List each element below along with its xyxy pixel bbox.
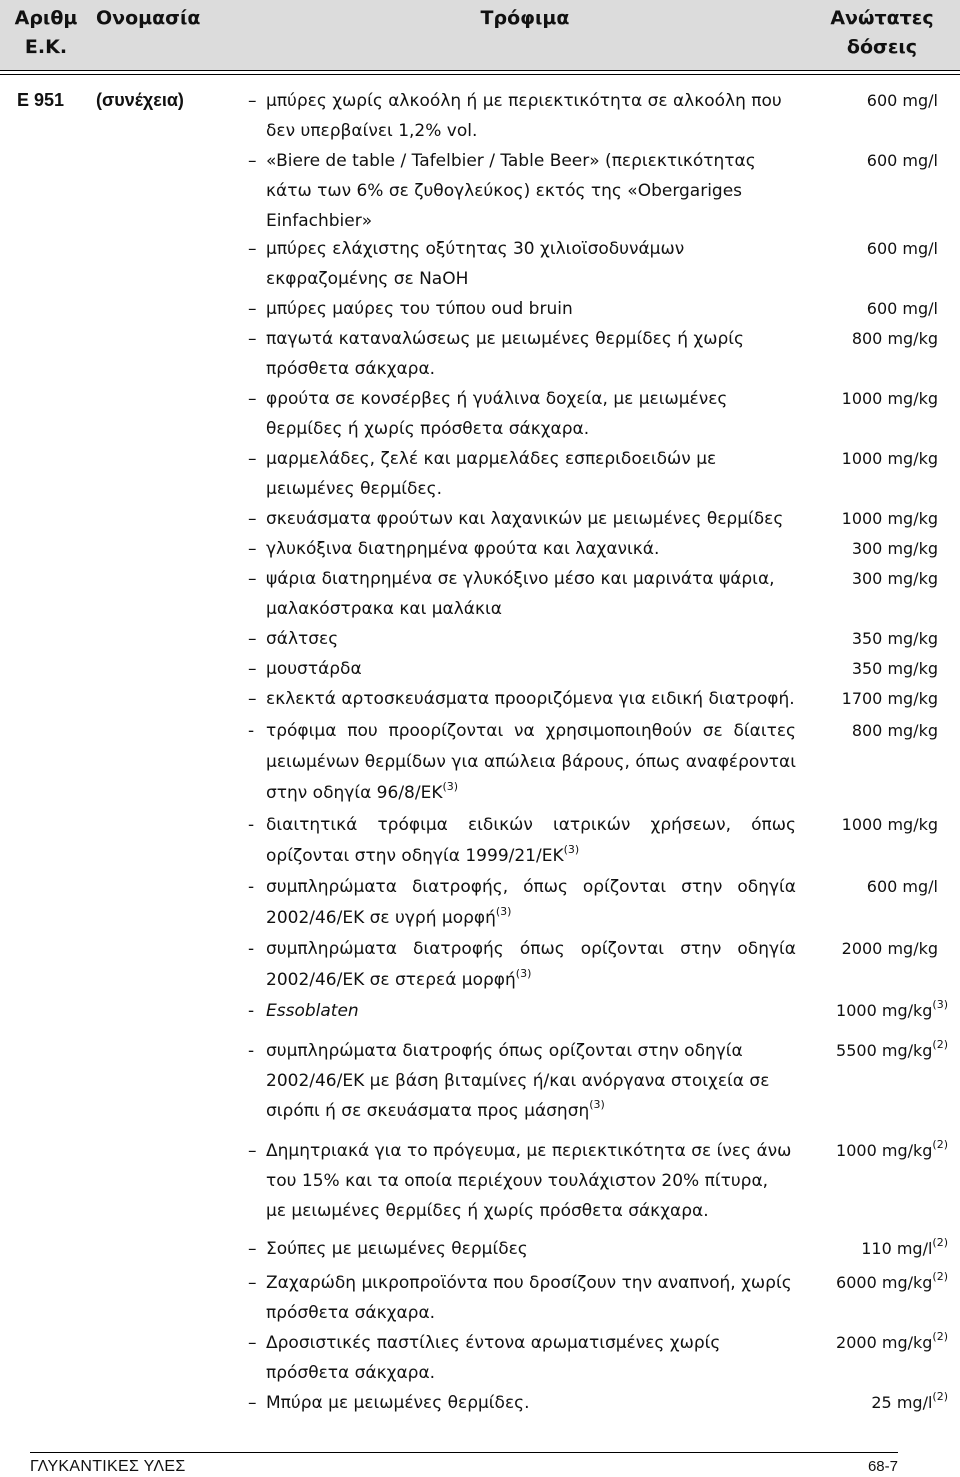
header-code-line1: Αριθμ [14, 7, 78, 29]
max-dose [842, 810, 938, 840]
max-dose [842, 934, 938, 964]
dose-footnote-ref: (2) [932, 1038, 948, 1051]
food-line: Δροσιστικές παστίλιες έντονα αρωματισμένες χωρίς [266, 1333, 721, 1353]
header-rule-bottom [0, 74, 960, 75]
max-dose [852, 534, 938, 564]
food-description [248, 564, 796, 624]
max-dose [836, 1136, 948, 1166]
footer-page-number: 68-7 [867, 1458, 898, 1475]
dose-value: 350 mg/kg [851, 659, 938, 678]
max-dose [836, 996, 948, 1026]
food-line: μπύρες μαύρες του τύπου oud bruin [266, 299, 573, 319]
dose-value: 1000 mg/kg [841, 509, 938, 528]
bullet-dash: – [248, 689, 257, 709]
dose-value: 25 mg/l [871, 1393, 933, 1412]
bullet-dash: - [248, 721, 255, 741]
food-line: με μειωμένες θερμίδες ή χωρίς πρόσθετα σάκχαρα. [266, 1201, 709, 1221]
food-line: σάλτσες [266, 629, 339, 649]
max-dose [852, 716, 938, 746]
food-line: «Biere de table / Tafelbier / Table Beer» (περιεκτικότητας [266, 151, 756, 171]
food-line: 2002/46/ΕΚ με βάση βιταμίνες ή/και ανόργανα στοιχεία σε [266, 1071, 770, 1091]
dose-footnote-ref: (2) [932, 1330, 948, 1343]
bullet-dash: - [248, 939, 255, 959]
dose-value: 2000 mg/kg [841, 939, 938, 958]
bullet-dash: – [248, 239, 257, 259]
dose-value: 600 mg/l [866, 239, 938, 258]
dose-value: 1000 mg/kg [841, 815, 938, 834]
table-header [0, 0, 960, 70]
bullet-dash: – [248, 299, 257, 319]
bullet-dash: - [248, 1001, 255, 1021]
food-description [248, 1136, 796, 1226]
food-line: μουστάρδα [266, 659, 362, 679]
food-line: μπύρες χωρίς αλκοόλη ή με περιεκτικότητα σε αλκοόλη που [266, 91, 782, 111]
bullet-dash: – [248, 1141, 257, 1161]
food-line: κάτω των 6% σε ζυθογλεύκος) εκτός της «Obergariges [266, 181, 743, 201]
footnote-ref: (3) [515, 967, 532, 980]
food-line: Μπύρα με μειωμένες θερμίδες. [266, 1393, 530, 1413]
food-description [248, 684, 796, 714]
dose-value: 600 mg/l [866, 877, 938, 896]
footnote-ref: (3) [495, 905, 512, 918]
food-description [248, 1328, 796, 1388]
food-line: ψάρια διατηρημένα σε γλυκόξινο μέσο και μαρινάτα ψάρια, [266, 569, 775, 589]
dose-footnote-ref: (2) [932, 1390, 948, 1403]
max-dose [842, 444, 938, 474]
header-dose [816, 4, 948, 62]
food-description [248, 146, 796, 236]
food-description [248, 384, 796, 444]
food-line: σκευάσματα φρούτων και λαχανικών με μειωμένες θερμίδες [266, 509, 784, 529]
bullet-dash: – [248, 151, 257, 171]
dose-value: 2000 mg/kg [836, 1333, 933, 1352]
food-description [248, 1234, 796, 1264]
header-rule-top [0, 70, 960, 71]
bullet-dash: – [248, 91, 257, 111]
food-text: συμπληρώματα διατροφής όπως ορίζονται στην οδηγία 2002/46/ΕΚ σε στερεά μορφή [266, 939, 796, 990]
food-text: διαιτητικά τρόφιμα ειδικών ιατρικών χρήσεων, όπως ορίζονται στην οδηγία 1999/21/ΕΚ [266, 815, 796, 866]
bullet-dash: - [248, 1041, 255, 1061]
food-line: παγωτά καταναλώσεως με μειωμένες θερμίδες ή χωρίς [266, 329, 744, 349]
food-line: εκφραζομένης σε NaOH [266, 269, 469, 289]
bullet-dash: – [248, 629, 257, 649]
additive-name: (συνέχεια) [96, 90, 184, 110]
food-description [248, 1388, 796, 1418]
food-description [248, 716, 796, 809]
food-line: μαλακόστρακα και μαλάκια [266, 599, 502, 619]
footer-rule [30, 1452, 898, 1453]
dose-value: 300 mg/kg [851, 569, 938, 588]
dose-value: 350 mg/kg [851, 629, 938, 648]
dose-value: 6000 mg/kg [836, 1273, 933, 1292]
dose-value: 600 mg/l [866, 299, 938, 318]
food-description [248, 324, 796, 384]
food-description [248, 872, 796, 934]
max-dose [871, 1388, 948, 1418]
food-text: τρόφιμα που προορίζονται να χρησιμοποιηθούν σε δίαιτες μειωμένων θερμίδων για απώλεια βάρους, όπως αναφέρονται στην οδηγία 96/8/ΕΚ [266, 721, 796, 803]
bullet-dash: – [248, 329, 257, 349]
max-dose [842, 384, 938, 414]
footnote-ref: (3) [563, 843, 580, 856]
dose-value: 1000 mg/kg [841, 449, 938, 468]
max-dose [867, 294, 938, 324]
header-dose-line1: Ανώτατες [830, 7, 934, 29]
footnote-ref: (3) [589, 1098, 605, 1111]
food-line: πρόσθετα σάκχαρα. [266, 1363, 436, 1383]
header-dose-line2: δόσεις [846, 36, 918, 58]
max-dose [842, 684, 938, 714]
bullet-dash: – [248, 1239, 257, 1259]
max-dose [836, 1036, 948, 1066]
header-name: Ονομασία [96, 7, 201, 29]
food-description [248, 86, 796, 146]
bullet-dash: – [248, 449, 257, 469]
food-description [248, 504, 796, 534]
dose-value: 110 mg/l [861, 1239, 933, 1258]
food-line: μπύρες ελάχιστης οξύτητας 30 χιλιοϊσοδυνάμων [266, 239, 685, 259]
bullet-dash: – [248, 509, 257, 529]
bullet-dash: – [248, 539, 257, 559]
max-dose [852, 654, 938, 684]
header-code [10, 4, 82, 62]
food-line: πρόσθετα σάκχαρα. [266, 1303, 436, 1323]
food-description [248, 294, 796, 324]
dose-footnote-ref: (2) [932, 1138, 948, 1151]
food-description [248, 624, 796, 654]
food-line: Ζαχαρώδη μικροπροϊόντα που δροσίζουν την αναπνοή, χωρίς [266, 1273, 792, 1293]
dose-value: 1700 mg/kg [841, 689, 938, 708]
dose-value: 1000 mg/kg [841, 389, 938, 408]
bullet-dash: – [248, 1393, 257, 1413]
food-line: εκλεκτά αρτοσκευάσματα προοριζόμενα για ειδική διατροφή. [266, 689, 795, 709]
header-food: Τρόφιμα [480, 7, 570, 29]
food-description [248, 654, 796, 684]
bullet-dash: – [248, 569, 257, 589]
max-dose [867, 86, 938, 116]
food-line: του 15% και τα οποία περιέχουν τουλάχιστον 20% πίτυρα, [266, 1171, 769, 1191]
dose-footnote-ref: (2) [932, 1236, 948, 1249]
max-dose [867, 146, 938, 176]
dose-value: 1000 mg/kg [836, 1001, 933, 1020]
dose-footnote-ref: (3) [932, 998, 948, 1011]
bullet-dash: - [248, 815, 255, 835]
food-text: συμπληρώματα διατροφής, όπως ορίζονται στην οδηγία 2002/46/ΕΚ σε υγρή μορφή [266, 877, 796, 928]
food-description [248, 1268, 796, 1328]
food-line: Einfachbier» [266, 211, 373, 231]
max-dose [842, 504, 938, 534]
food-line: μειωμένες θερμίδες. [266, 479, 442, 499]
bullet-dash: - [248, 877, 255, 897]
max-dose [867, 872, 938, 902]
bullet-dash: – [248, 659, 257, 679]
max-dose [836, 1268, 948, 1298]
food-line: μαρμελάδες, ζελέ και μαρμελάδες εσπεριδοειδών με [266, 449, 717, 469]
food-line: δεν υπερβαίνει 1,2% vol. [266, 121, 478, 141]
header-code-line2: Ε.Κ. [24, 36, 68, 58]
food-description [248, 234, 796, 294]
food-line: Δημητριακά για το πρόγευμα, με περιεκτικότητα σε ίνες άνω [266, 1141, 792, 1161]
food-line: θερμίδες ή χωρίς πρόσθετα σάκχαρα. [266, 419, 590, 439]
food-description [248, 810, 796, 872]
food-line: συμπληρώματα διατροφής όπως ορίζονται στην οδηγία [266, 1041, 743, 1061]
food-description [248, 934, 796, 996]
food-description [248, 534, 796, 564]
max-dose [861, 1234, 948, 1264]
food-line: πρόσθετα σάκχαρα. [266, 359, 436, 379]
dose-value: 5500 mg/kg [836, 1041, 933, 1060]
food-description [248, 996, 796, 1026]
dose-value: 800 mg/kg [851, 721, 938, 740]
bullet-dash: – [248, 389, 257, 409]
food-description [248, 1036, 796, 1126]
food-line: σιρόπι ή σε σκευάσματα προς μάσηση [266, 1101, 590, 1121]
max-dose [852, 564, 938, 594]
food-text: Essoblaten [266, 1001, 359, 1021]
max-dose [836, 1328, 948, 1358]
dose-value: 600 mg/l [866, 151, 938, 170]
footer-section-title: ΓΛΥΚΑΝΤΙΚΕΣ ΥΛΕΣ [30, 1458, 186, 1475]
max-dose [867, 234, 938, 264]
footnote-ref: (3) [442, 780, 459, 793]
food-line: φρούτα σε κονσέρβες ή γυάλινα δοχεία, με μειωμένες [266, 389, 728, 409]
max-dose [852, 324, 938, 354]
max-dose [852, 624, 938, 654]
bullet-dash: – [248, 1273, 257, 1293]
dose-value: 600 mg/l [866, 91, 938, 110]
e-number: E 951 [17, 90, 65, 110]
bullet-dash: – [248, 1333, 257, 1353]
dose-value: 800 mg/kg [851, 329, 938, 348]
food-line: Σούπες με μειωμένες θερμίδες [266, 1239, 528, 1259]
dose-value: 1000 mg/kg [836, 1141, 933, 1160]
food-line: γλυκόξινα διατηρημένα φρούτα και λαχανικά. [266, 539, 660, 559]
dose-footnote-ref: (2) [932, 1270, 948, 1283]
food-description [248, 444, 796, 504]
dose-value: 300 mg/kg [851, 539, 938, 558]
